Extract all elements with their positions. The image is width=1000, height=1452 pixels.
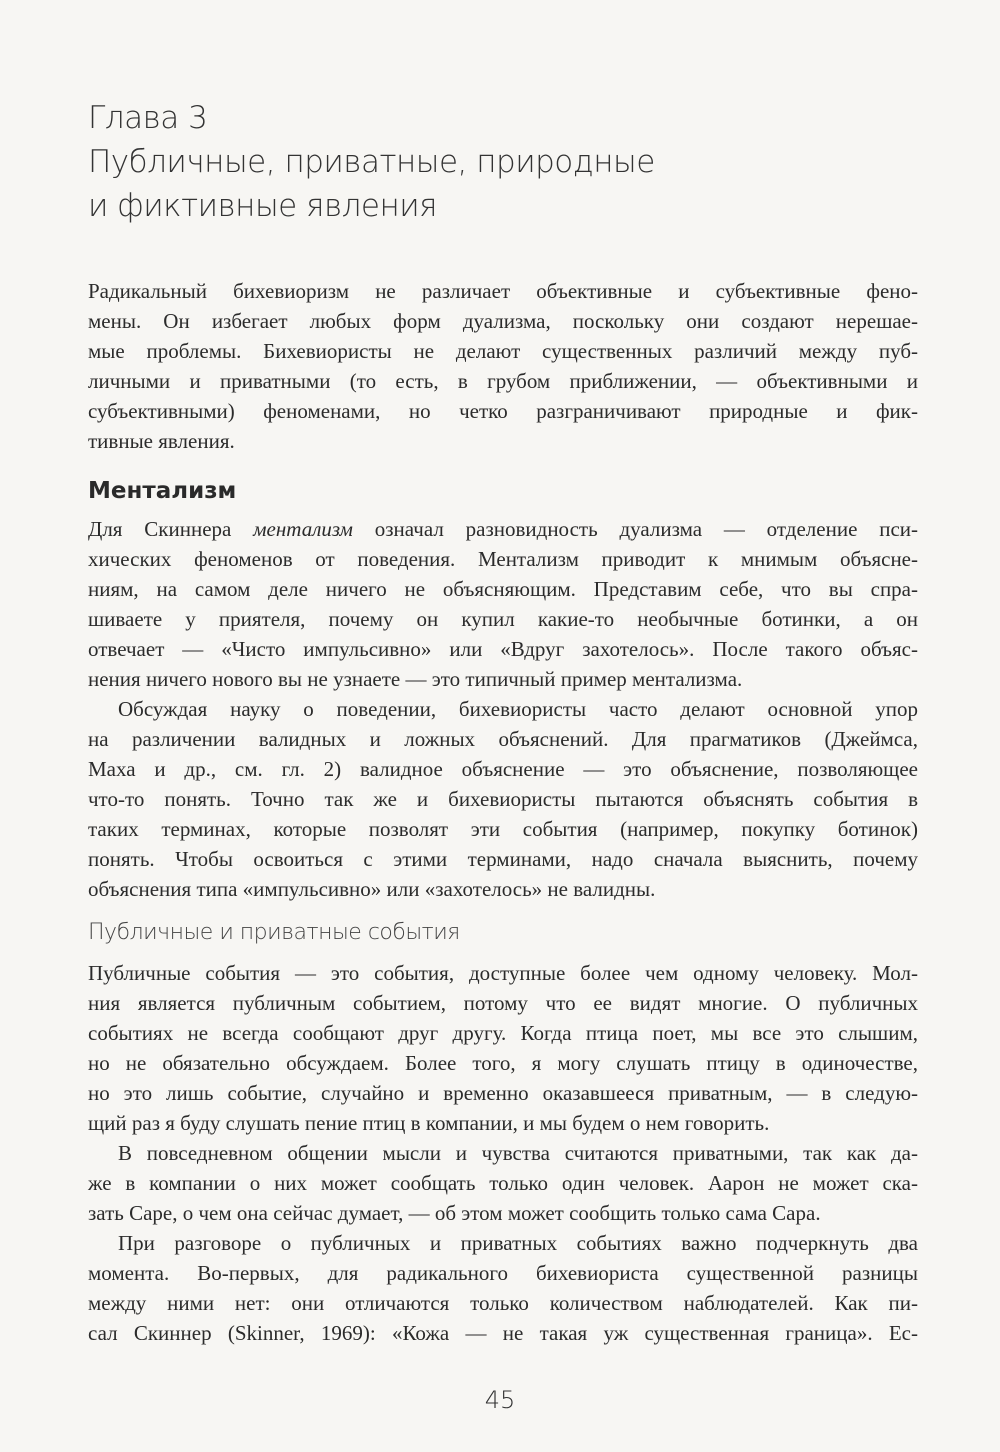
text-run: означал разновидность дуализма — отделение пси- [352, 517, 919, 541]
text-line: объяснения типа «импульсивно» или «захотелось» не валидны. [88, 877, 656, 901]
events-paragraph-1 [88, 958, 918, 1138]
text-run: Для Скиннера [88, 517, 254, 541]
text-line: но это лишь событие, случайно и временно оказавшееся приватным, — в следую- [88, 1081, 918, 1105]
text-line: ния является публичным событием, потому что ее видят многие. О публичных [88, 991, 918, 1015]
text-line: тивные явления. [88, 429, 235, 453]
text-line: понять. Чтобы освоиться с этими терминами, надо сначала выяснить, почему [88, 847, 918, 871]
text-line: При разговоре о публичных и приватных событиях важно подчеркнуть два [118, 1231, 918, 1255]
page-number: 45 [484, 1386, 516, 1414]
text-line: Публичные события — это события, доступные более чем одному человеку. Мол- [88, 961, 918, 985]
text-line: сал Скиннер (Skinner, 1969): «Кожа — не такая уж существенная граница». Ес- [88, 1321, 918, 1345]
page-text-column [88, 96, 918, 1348]
chapter-title-line: и фиктивные явления [88, 188, 438, 224]
mentalism-paragraph-2 [88, 694, 918, 904]
text-line: щий раз я буду слушать пение птиц в компании, и мы будем о нем говорить. [88, 1111, 770, 1135]
text-line: ниям, на самом деле ничего не объясняющим. Представим себе, что вы спра- [88, 577, 918, 601]
text-line: событиях не всегда сообщают друг другу. Когда птица поет, мы все это слышим, [88, 1021, 918, 1045]
text-line: отвечает — «Чисто импульсивно» или «Вдруг захотелось». После такого объяс- [88, 637, 918, 661]
chapter-heading [88, 96, 918, 228]
section-heading-events: Публичные и приватные события [88, 920, 460, 945]
text-line: хических феноменов от поведения. Ментализм приводит к мнимым объясне- [88, 547, 918, 571]
text-line: на различении валидных и ложных объяснений. Для прагматиков (Джеймса, [88, 727, 918, 751]
text-line: мены. Он избегает любых форм дуализма, поскольку они создают нерешае- [88, 309, 918, 333]
italic-term: ментализм [253, 517, 353, 541]
chapter-title-line: Публичные, приватные, природные [88, 144, 655, 180]
section-heading-mentalism: Ментализм [88, 478, 237, 504]
text-line: Маха и др., см. гл. 2) валидное объяснение — это объяснение, позволяющее [88, 757, 918, 781]
text-line: Обсуждая науку о поведении, бихевиористы часто делают основной упор [118, 697, 918, 721]
text-line: между ними нет: они отличаются только количеством наблюдателей. Как пи- [88, 1291, 918, 1315]
intro-paragraph [88, 276, 918, 456]
text-line: субъективными) феноменами, но четко разграничивают природные и фик- [88, 399, 918, 423]
chapter-label: Глава 3 [88, 100, 208, 136]
text-line: В повседневном общении мысли и чувства считаются приватными, так как да- [118, 1141, 918, 1165]
text-line: личными и приватными (то есть, в грубом приближении, — объективными и [88, 369, 918, 393]
events-paragraph-2 [88, 1138, 918, 1228]
text-line: но не обязательно обсуждаем. Более того, я могу слушать птицу в одиночестве, [88, 1051, 918, 1075]
events-paragraph-3 [88, 1228, 918, 1348]
text-line: таких терминах, которые позволят эти события (например, покупку ботинок) [88, 817, 918, 841]
text-line [88, 514, 918, 544]
text-line: Радикальный бихевиоризм не различает объективные и субъективные фено- [88, 279, 918, 303]
text-line: нения ничего нового вы не узнаете — это типичный пример ментализма. [88, 667, 743, 691]
text-line: шиваете у приятеля, почему он купил какие-то необычные ботинки, а он [88, 607, 918, 631]
text-line: же в компании о них может сообщать только один человек. Аарон не может ска- [88, 1171, 918, 1195]
mentalism-paragraph-1 [88, 514, 918, 694]
text-line: зать Саре, о чем она сейчас думает, — об этом может сообщить только сама Сара. [88, 1201, 821, 1225]
text-line: что-то понять. Точно так же и бихевиористы пытаются объяснять события в [88, 787, 918, 811]
text-line: мые проблемы. Бихевиористы не делают существенных различий между пуб- [88, 339, 918, 363]
text-line: момента. Во-первых, для радикального бихевиориста существенной разницы [88, 1261, 918, 1285]
